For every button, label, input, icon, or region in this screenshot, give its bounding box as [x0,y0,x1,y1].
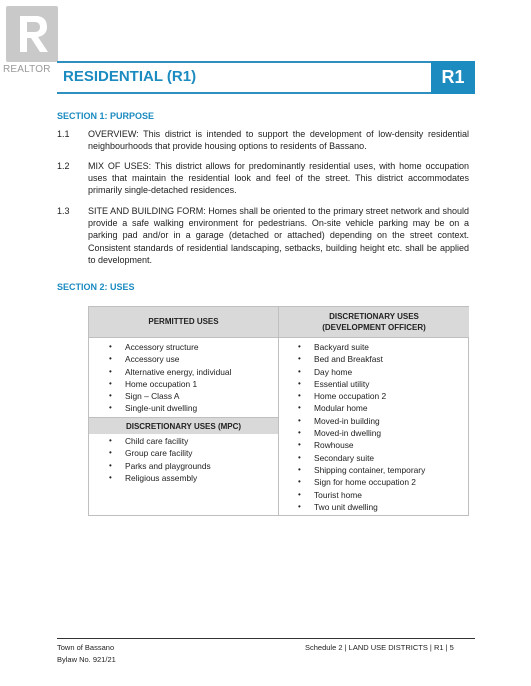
purpose-item [57,128,469,152]
header-divider [89,337,468,338]
list-item: • Modular home [279,402,469,414]
district-header [57,61,475,94]
realtor-logo-icon [6,6,58,62]
list-item: • Shipping container, temporary [279,464,469,476]
discretionary-header-line2: (DEVELOPMENT OFFICER) [322,323,426,332]
page-title: RESIDENTIAL (R1) [63,68,197,85]
list-item: • Accessory structure [89,341,277,353]
section-2-heading: SECTION 2: USES [57,282,135,292]
permitted-uses-header: PERMITTED USES [89,307,278,337]
item-number: 1.3 [57,206,70,216]
district-badge: R1 [431,61,475,94]
purpose-item [57,205,469,266]
uses-table [88,306,469,516]
footer-town: Town of Bassano [57,643,115,652]
permitted-uses-list [89,341,277,415]
list-item: • Child care facility [89,435,277,447]
list-item: • Home occupation 2 [279,390,469,402]
footer-bylaw: Bylaw No. 921/21 [57,655,116,664]
list-item: • Bed and Breakfast [279,353,469,365]
list-item: • Parks and playgrounds [89,460,277,472]
list-item: • Moved-in dwelling [279,427,469,439]
footer-divider [57,638,475,639]
realtor-watermark-text: REALTOR [3,64,51,75]
list-item: • Moved-in building [279,415,469,427]
discretionary-uses-list [279,341,469,513]
item-text: SITE AND BUILDING FORM: Homes shall be oriented to the primary street network and should provide a safe walking environment for pedestrians. On-site vehicle parking may be on a parking pad and/or in a garage (detached or attached) depending on the street context. Consistent standards of residential landscaping, setbacks, building height etc. shall be applied to development. [88,206,469,265]
list-item: • Day home [279,366,469,378]
footer-schedule: Schedule 2 | LAND USE DISTRICTS | R1 | 5 [305,643,454,652]
list-item: • Group care facility [89,447,277,459]
item-text: OVERVIEW: This district is intended to support the development of low-density residential neighbourhoods that provide housing options to residents of Bassano. [88,129,469,152]
section-1-heading: SECTION 1: PURPOSE [57,111,155,121]
list-item: • Secondary suite [279,452,469,464]
item-number: 1.1 [57,129,70,139]
list-item: • Tourist home [279,489,469,501]
realtor-watermark [3,4,59,76]
discretionary-header-line1: DISCRETIONARY USES [329,312,419,321]
list-item: • Rowhouse [279,439,469,451]
list-item: • Sign – Class A [89,390,277,402]
mpc-uses-header: DISCRETIONARY USES (MPC) [89,417,278,434]
list-item: • Accessory use [89,353,277,365]
list-item: • Home occupation 1 [89,378,277,390]
purpose-item [57,160,469,197]
item-number: 1.2 [57,161,70,171]
list-item: • Alternative energy, individual [89,366,277,378]
discretionary-uses-header [279,307,469,337]
list-item: • Two unit dwelling [279,501,469,513]
list-item: • Single-unit dwelling [89,402,277,414]
item-text: MIX OF USES: This district allows for predominantly residential uses, with home occupation uses that maintain the residential look and feel of the street. This district accommodates primarily single-detached residences. [88,161,469,196]
list-item: • Essential utility [279,378,469,390]
list-item: • Religious assembly [89,472,277,484]
list-item: • Backyard suite [279,341,469,353]
mpc-uses-list [89,435,277,484]
list-item: • Sign for home occupation 2 [279,476,469,488]
